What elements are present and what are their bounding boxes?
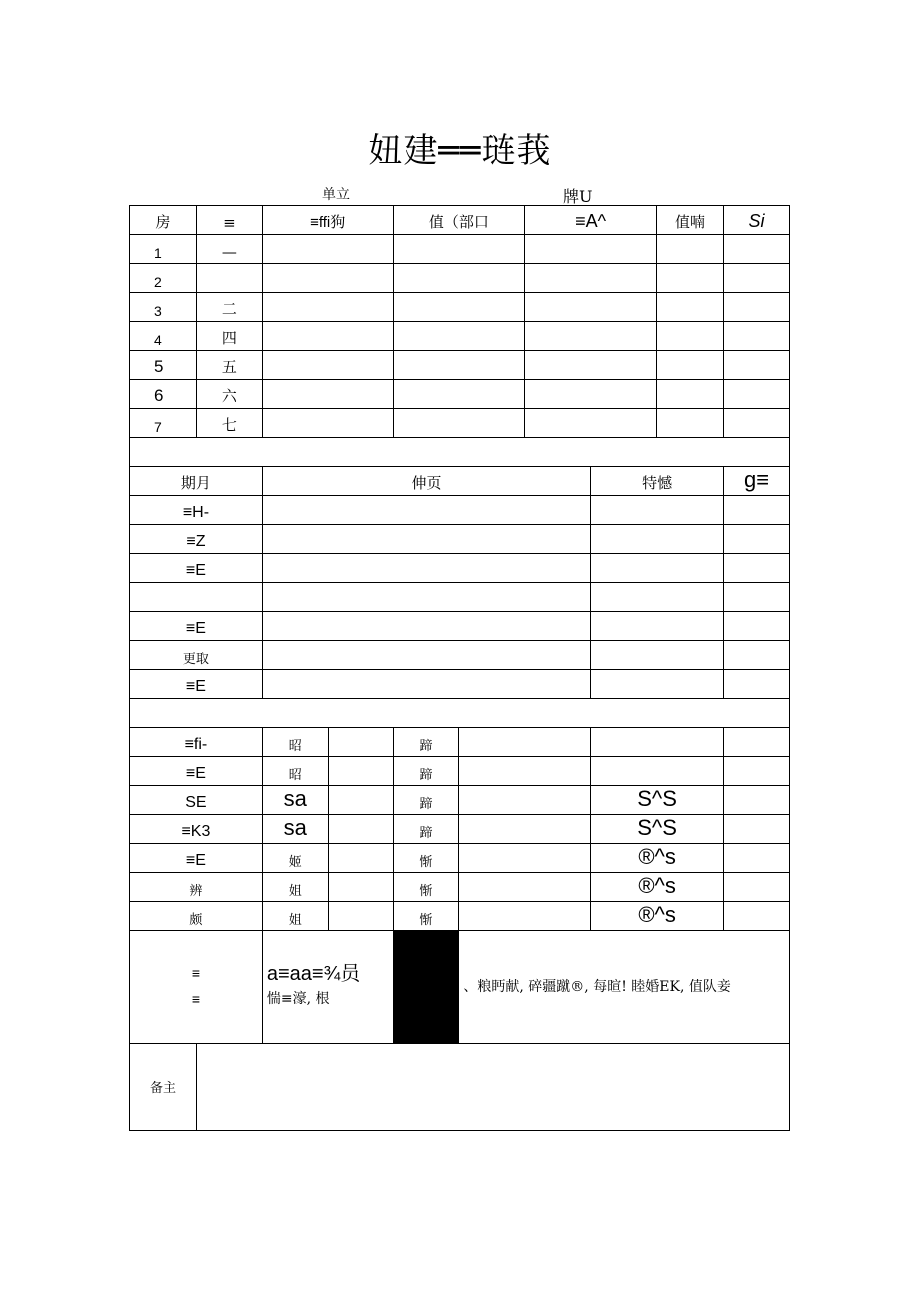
cell-text: 昭 — [262, 757, 328, 786]
row-number: 6 — [130, 380, 197, 409]
row-label: 四 — [196, 322, 262, 351]
input-cell[interactable] — [724, 235, 790, 264]
input-cell[interactable] — [724, 902, 790, 931]
input-cell[interactable] — [262, 235, 393, 264]
signature-label-1: ≡ — [191, 965, 201, 981]
input-cell[interactable] — [657, 380, 724, 409]
table-row — [130, 380, 790, 409]
table-row — [130, 873, 790, 902]
input-cell[interactable] — [393, 380, 525, 409]
row-label: ≡E — [130, 554, 263, 583]
cell-text — [591, 757, 724, 786]
table-row — [130, 815, 790, 844]
input-cell[interactable] — [724, 612, 790, 641]
input-cell[interactable] — [262, 264, 393, 293]
table-row — [130, 583, 790, 612]
row-label: 六 — [196, 380, 262, 409]
table-row — [130, 786, 790, 815]
input-cell[interactable] — [724, 380, 790, 409]
cell-text: S^S — [591, 786, 724, 815]
input-cell[interactable] — [724, 583, 790, 612]
input-cell[interactable] — [525, 293, 657, 322]
input-cell[interactable] — [459, 902, 591, 931]
cell-text — [591, 728, 724, 757]
input-cell[interactable] — [328, 873, 393, 902]
input-cell[interactable] — [393, 264, 525, 293]
row-number: 4 — [130, 322, 197, 351]
table-row — [130, 844, 790, 873]
header-cell: ≡ — [196, 206, 262, 235]
cell-text: ®^s — [591, 873, 724, 902]
input-cell[interactable] — [459, 844, 591, 873]
input-cell[interactable] — [393, 235, 525, 264]
input-cell[interactable] — [262, 322, 393, 351]
input-cell[interactable] — [657, 293, 724, 322]
cell-text: 惭 — [393, 844, 459, 873]
input-cell[interactable] — [724, 757, 790, 786]
cell-text: 蹄 — [393, 815, 459, 844]
input-cell[interactable] — [525, 264, 657, 293]
row-number: 1 — [130, 235, 197, 264]
table-row — [130, 554, 790, 583]
spacer-row — [130, 438, 790, 467]
input-cell[interactable] — [525, 322, 657, 351]
row-number: 2 — [130, 264, 197, 293]
unit-label: 单立 — [322, 187, 350, 203]
header-cell: ≡ffi狗 — [262, 206, 393, 235]
input-cell[interactable] — [724, 322, 790, 351]
row-label: ≡H- — [130, 496, 263, 525]
row-label: 七 — [196, 409, 262, 438]
redacted-block — [393, 931, 459, 1044]
row-label: ≡K3 — [130, 815, 263, 844]
signature-text-cell — [262, 931, 393, 1044]
input-cell[interactable] — [724, 873, 790, 902]
row-number: 7 — [130, 409, 197, 438]
row-label: ≡E — [130, 757, 263, 786]
row-label: 二 — [196, 293, 262, 322]
input-cell[interactable] — [328, 786, 393, 815]
signature-text-2: 惴≡濠, 根 — [266, 991, 330, 1007]
input-cell[interactable] — [724, 641, 790, 670]
header-cell: 伸页 — [262, 467, 590, 496]
signature-row — [130, 931, 790, 1044]
input-cell[interactable] — [459, 728, 591, 757]
header-cell: 值（部口 — [393, 206, 525, 235]
spacer-cell — [130, 438, 790, 467]
input-cell[interactable] — [328, 844, 393, 873]
remarks-label: 备主 — [130, 1044, 197, 1131]
input-cell[interactable] — [262, 641, 590, 670]
table-row — [130, 409, 790, 438]
cell-text: S^S — [591, 815, 724, 844]
number-label: 牌U — [563, 187, 593, 206]
input-cell[interactable] — [724, 786, 790, 815]
input-cell[interactable] — [262, 583, 590, 612]
input-cell[interactable] — [591, 496, 724, 525]
spacer-cell — [130, 699, 790, 728]
table-row — [130, 496, 790, 525]
input-cell[interactable] — [393, 409, 525, 438]
header-cell: 值喃 — [657, 206, 724, 235]
cell-text: sa — [262, 786, 328, 815]
row-number: 5 — [130, 351, 197, 380]
input-cell[interactable] — [657, 322, 724, 351]
statement-cell: 、粮眄献, 碎疆蹴®, 每暄! 睦婚EK, 值队妾 — [459, 931, 790, 1044]
table-row — [130, 670, 790, 699]
table-row — [130, 322, 790, 351]
input-cell[interactable] — [525, 351, 657, 380]
table-row — [130, 612, 790, 641]
signature-label-cell — [130, 931, 263, 1044]
cell-text: 蹄 — [393, 728, 459, 757]
input-cell[interactable] — [724, 815, 790, 844]
cell-text: 姐 — [262, 902, 328, 931]
document-title: 妞建══琏莪 — [368, 131, 552, 171]
row-label: SE — [130, 786, 263, 815]
input-cell[interactable] — [262, 612, 590, 641]
header-cell: ≡A^ — [525, 206, 657, 235]
spacer-row — [130, 699, 790, 728]
input-cell[interactable] — [591, 612, 724, 641]
input-cell[interactable] — [525, 235, 657, 264]
input-cell[interactable] — [591, 670, 724, 699]
table2-header-row — [130, 467, 790, 496]
input-cell[interactable] — [724, 293, 790, 322]
input-cell[interactable] — [262, 409, 393, 438]
input-cell[interactable] — [262, 554, 590, 583]
input-cell[interactable] — [328, 815, 393, 844]
input-cell[interactable] — [393, 351, 525, 380]
table-row — [130, 525, 790, 554]
row-label: 颇 — [130, 902, 263, 931]
input-cell[interactable] — [328, 757, 393, 786]
cell-text: 蹄 — [393, 786, 459, 815]
input-cell[interactable] — [724, 351, 790, 380]
input-cell[interactable] — [262, 293, 393, 322]
input-cell[interactable] — [328, 902, 393, 931]
input-cell[interactable] — [724, 496, 790, 525]
row-label: ≡fi- — [130, 728, 263, 757]
input-cell[interactable] — [328, 728, 393, 757]
input-cell[interactable] — [591, 554, 724, 583]
input-cell[interactable] — [724, 554, 790, 583]
row-label: ≡E — [130, 670, 263, 699]
cell-text: sa — [262, 815, 328, 844]
table-row — [130, 293, 790, 322]
remarks-row — [130, 1044, 790, 1131]
table-row — [130, 902, 790, 931]
cell-text: ®^s — [591, 902, 724, 931]
input-cell[interactable] — [724, 264, 790, 293]
cell-text: 蹄 — [393, 757, 459, 786]
row-number: 3 — [130, 293, 197, 322]
row-label: 五 — [196, 351, 262, 380]
remarks-input[interactable] — [196, 1044, 789, 1131]
header-cell: g≡ — [724, 467, 790, 496]
input-cell[interactable] — [591, 525, 724, 554]
input-cell[interactable] — [724, 844, 790, 873]
input-cell[interactable] — [459, 786, 591, 815]
table-row — [130, 235, 790, 264]
table-row — [130, 641, 790, 670]
input-cell[interactable] — [393, 322, 525, 351]
input-cell[interactable] — [724, 409, 790, 438]
input-cell[interactable] — [591, 641, 724, 670]
cell-text: 惭 — [393, 902, 459, 931]
input-cell[interactable] — [724, 728, 790, 757]
input-cell[interactable] — [657, 264, 724, 293]
input-cell[interactable] — [724, 525, 790, 554]
row-label: ≡E — [130, 612, 263, 641]
input-cell[interactable] — [459, 815, 591, 844]
header-cell: Si — [724, 206, 790, 235]
input-cell[interactable] — [262, 380, 393, 409]
row-label: 辨 — [130, 873, 263, 902]
input-cell[interactable] — [657, 351, 724, 380]
input-cell[interactable] — [525, 409, 657, 438]
input-cell[interactable] — [262, 351, 393, 380]
table-row — [130, 728, 790, 757]
cell-text: 姐 — [262, 873, 328, 902]
input-cell[interactable] — [459, 757, 591, 786]
input-cell[interactable] — [657, 409, 724, 438]
row-label: ≡Z — [130, 525, 263, 554]
input-cell[interactable] — [393, 293, 525, 322]
row-label — [196, 264, 262, 293]
cell-text: 昭 — [262, 728, 328, 757]
input-cell[interactable] — [459, 873, 591, 902]
input-cell[interactable] — [262, 525, 590, 554]
input-cell[interactable] — [525, 380, 657, 409]
header-cell: 期月 — [130, 467, 263, 496]
table-row — [130, 757, 790, 786]
row-label: — — [196, 235, 262, 264]
input-cell[interactable] — [262, 496, 590, 525]
input-cell[interactable] — [591, 583, 724, 612]
cell-text: ®^s — [591, 844, 724, 873]
row-label — [130, 583, 263, 612]
row-label: 更取 — [130, 641, 263, 670]
header-cell: 特憾 — [591, 467, 724, 496]
input-cell[interactable] — [724, 670, 790, 699]
cell-text: 姬 — [262, 844, 328, 873]
table-row — [130, 351, 790, 380]
main-form-table — [129, 205, 790, 1131]
signature-text-1: a≡aa≡¾员 — [266, 963, 361, 985]
input-cell[interactable] — [657, 235, 724, 264]
input-cell[interactable] — [262, 670, 590, 699]
header-cell: 房 — [130, 206, 197, 235]
table-row — [130, 264, 790, 293]
table1-header-row — [130, 206, 790, 235]
cell-text: 惭 — [393, 873, 459, 902]
signature-label-2: ≡ — [191, 991, 201, 1007]
row-label: ≡E — [130, 844, 263, 873]
